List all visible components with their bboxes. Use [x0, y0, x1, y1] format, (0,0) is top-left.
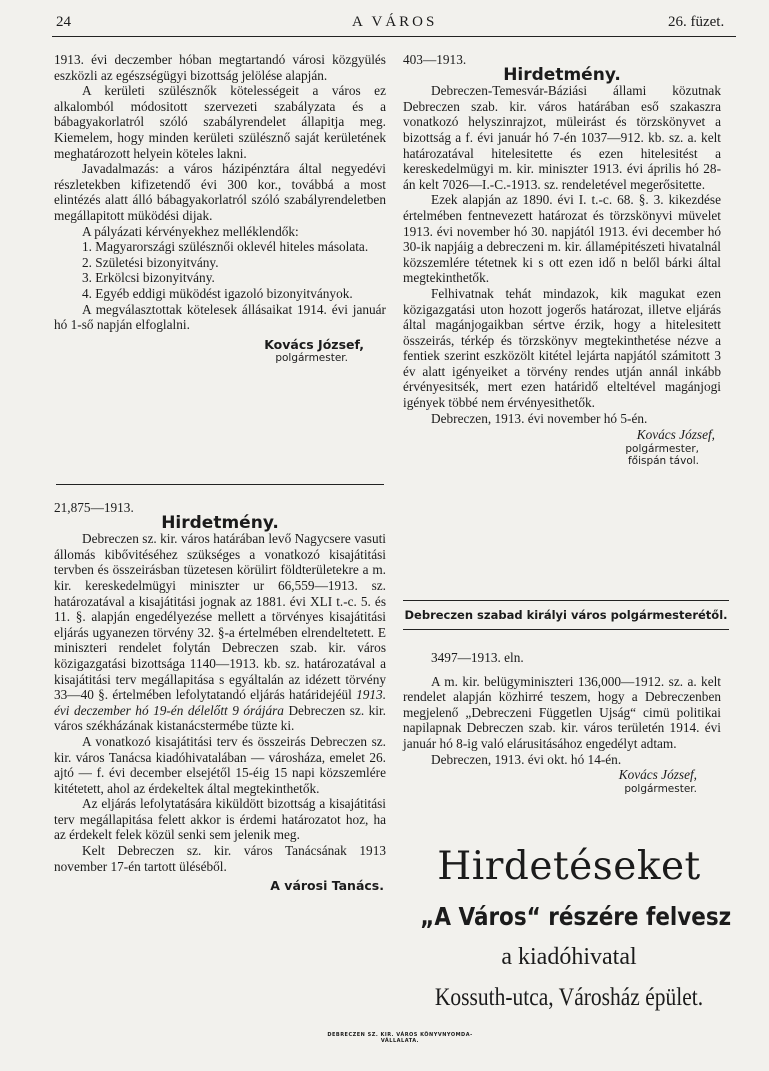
- header-rule: [52, 36, 736, 37]
- printer-imprint: DEBRECZEN SZ. KIR. VÁROS KÖNYVNYOMDA-VÁLLALATA.: [327, 1032, 473, 1044]
- notice-title: Hirdetmény.: [161, 512, 279, 533]
- paragraph: Debreczen, 1913. évi okt. hó 14-én.: [431, 751, 622, 767]
- ad-address: Kossuth-utca, Városház épület.: [434, 984, 704, 1011]
- list-item: 3. Erkölcsi bizonyitvány.: [82, 270, 215, 286]
- signature-title: főispán távol.: [627, 454, 699, 467]
- paragraph: A vonatkozó kisajátitási terv és összeirás Debreczen sz. kir. város Tanácsa kiadóhivatalában — városháza, emelet 26. ajtó — f. évi december elsejétől 15-éig 15 napi közszemlére kitétetett, ahol az érdekeltek által megtekinthetők.: [54, 733, 386, 796]
- paragraph: Ezek alapján az 1890. évi I. t.-c. 68. §. 3. kikezdése értelmében fentnevezett határozat és törzskönyvi müvelet 1913. évi november hó 30. napjától 1913. évi december hó 30-ik napjáig a debreczeni m. kir. államépitészeti hivatalnál közszemlére tétetnek ki s ott ezen idő n belől bárki által megtekinthetők.: [403, 192, 721, 286]
- list-item: 2. Születési bizonyitvány.: [82, 254, 219, 270]
- signature-council: A városi Tanács.: [270, 878, 384, 894]
- paragraph-text: Debreczen sz. kir. város határában levő Nagycsere vasuti állomás kibővitéséhez szükséges a vonatkozó kisajátitási tervben és összeirásban tüzetesen körülirt földterületekre a m. kir. kereskedelmügyi miniszter ur 66,559—1913. sz. határozatával a kisajátitási jognak az 1881. évi XLI t.-c. 5. és 11. §. alapján engedélyezése mellett a törvényes kisajátitási eljárás ugyanezen törvény 32. §-a értelmében elrendeltetett. E miniszteri rendelet folytán Debreczen szab. kir. város közigazgatási bizottsága 1140—1913. kb. sz. határozatával a kisajátitási terv megállapitása s egyáltalán az idézett törvény 33—40 §. értelmében lefolytatandó eljárás határidejéül: [54, 531, 386, 703]
- paragraph: Debreczen-Temesvár-Báziási állami közutnak Debreczen szab. kir. város határában eső szakaszra vonatkozó helyszinrajzot, müleirást és törzskönyvet a bizottság a f. évi január hó 7-én 1037—912. kb. sz. a. kelt határozatával hitelesitette és ezen hitelesitést a kereskedelmügyi m. kir. miniszter 1913. évi április hó 28-án kelt 7026—I.-C.-1913. sz. rendeletével megerősitette.: [403, 83, 721, 192]
- right-column-notice: [403, 650, 721, 795]
- paragraph: Javadalmazás: a város házipénztára által negyedévi részletekben kifizetendő évi 300 kor., továbbá a most elintézés alatt álló bábagyakorlatról szóló szabályrendeletben megállapitott müködési dijak.: [54, 161, 386, 223]
- list-item: 1. Magyarországi szülésznői oklevél hiteles másolata.: [82, 239, 369, 255]
- paragraph: Az eljárás lefolytatására kiküldött bizottság a kisajátitási terv megállapitása felett akkor is érdemi határozatot hoz, ha az érdekelt felek közül senki sem jelenik meg.: [54, 796, 386, 843]
- notice-number: 3497—1913. eln.: [431, 650, 524, 665]
- left-column-top: [54, 52, 386, 364]
- ad-line: „A Város“ részére felvesz: [420, 902, 732, 931]
- paragraph-text: Debreczen sz. kir. város székházának kistanácstermébe tüzte ki.: [54, 702, 386, 734]
- signature-title: polgármester.: [624, 782, 697, 795]
- ad-line: a kiadóhivatal: [501, 944, 637, 970]
- deadline-text: 1913. évi deczember hó 19-én délelőtt 9 órájára: [54, 687, 387, 718]
- paragraph: A pályázati kérvényekhez melléklendők:: [82, 223, 299, 239]
- paragraph: Kelt Debreczen sz. kir. város Tanácsának 1913 november 17-én tartott üléséből.: [54, 843, 386, 874]
- paragraph: 1913. évi deczember hóban megtartandó városi közgyülés eszközli az egészségügyi bizottság jelölése alapján.: [54, 52, 386, 83]
- signature-name: Kovács József,: [636, 427, 715, 443]
- notice-title: Hirdetmény.: [503, 64, 621, 85]
- section-rule: [403, 629, 729, 630]
- notice-number: 21,875—1913.: [54, 500, 134, 515]
- section-heading: Debreczen szabad királyi város polgármesterétől.: [404, 608, 728, 622]
- signature-title: polgármester,: [625, 442, 699, 455]
- page-header: [56, 14, 732, 34]
- right-column-top: [403, 52, 721, 467]
- paragraph: Debreczen, 1913. évi november hó 5-én.: [431, 410, 648, 426]
- list-item: 4. Egyéb eddigi müködést igazoló bizonyitványok.: [82, 285, 353, 301]
- left-column-notice: [54, 500, 386, 894]
- paragraph: A megválasztottak kötelesek állásaikat 1914. évi január hó 1-ső napján elfoglalni.: [54, 301, 386, 333]
- journal-title: A VÁROS: [352, 14, 438, 30]
- issue-number: 26. füzet.: [668, 14, 725, 30]
- signature-title: polgármester.: [275, 352, 348, 365]
- page-number: 24: [56, 14, 71, 30]
- notice-number: 403—1913.: [403, 52, 467, 67]
- signature-name: Kovács József,: [264, 336, 364, 352]
- section-rule: [403, 600, 729, 601]
- paragraph: [54, 531, 386, 734]
- signature-name: Kovács József,: [618, 767, 697, 783]
- section-rule: [56, 484, 384, 485]
- paragraph: Felhivatnak tehát mindazok, kik magukat ezen közigazgatási uton hozott jogerős határozat, illetve eljárás által magánjogaikban sértve érzik, hogy a hitelesitett összeirás, térkép és törzskönyv megtekinthetése nézve a fentiek szerint eszközölt kitétel lejárta napjától számitott 3 év alatt igényeiket a törvény rendes utján annál inkább érvényesitsék, mert ezen határidő elteltével magánjogi igények többé nem érvényesithetők.: [403, 285, 721, 411]
- ad-headline: Hirdetéseket: [437, 844, 701, 889]
- paragraph: A m. kir. belügyminiszteri 136,000—1912. sz. a. kelt rendelet alapján közhirré teszem, hogy a Debreczenben megjelenő „Debreczeni Független Ujság“ cimü politikai napilapnak Debreczen szab. kir. város területén 1914. évi január hó 8-ig való elárusitásához engedélyt adtam.: [403, 673, 721, 751]
- paragraph: A kerületi szülésznők kötelességeit a város ez alkalomból módositott szervezeti szabályzata és a bábagyakorlatról szóló szabályrendelet állapitja meg. Kiemelem, hogy minden kerületi szülésznő saját kerületének meghatározott helyein köteles lakni.: [54, 83, 386, 161]
